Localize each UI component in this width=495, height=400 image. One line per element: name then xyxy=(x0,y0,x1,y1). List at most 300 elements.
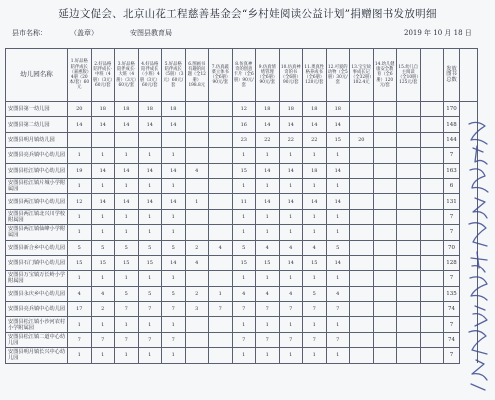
book-count-cell xyxy=(209,163,233,178)
book-count-cell: 7 xyxy=(162,302,186,317)
kindergarten-name: 安图县第一幼儿园 xyxy=(6,102,68,117)
book-count-cell xyxy=(420,194,444,209)
book-count-cell: 1 xyxy=(232,225,256,240)
book-count-cell: 1 xyxy=(91,271,115,286)
book-count-cell xyxy=(350,332,374,347)
header-book-5: 5.好品格陪伴成长（5册）（3元）60元/套 xyxy=(162,49,186,102)
kindergarten-name: 安图县第二幼儿园 xyxy=(6,117,68,132)
kindergarten-name: 安图县明月镇幼儿园 xyxy=(6,132,68,147)
header-signature xyxy=(460,49,478,102)
book-count-cell xyxy=(373,332,397,347)
book-count-cell: 1 xyxy=(68,225,92,240)
book-count-cell: 23 xyxy=(232,132,256,147)
book-count-cell xyxy=(185,225,209,240)
book-count-cell: 4 xyxy=(209,240,233,255)
book-count-cell: 14 xyxy=(162,163,186,178)
book-count-cell: 1 xyxy=(68,317,92,332)
book-count-cell: 1 xyxy=(115,148,139,163)
book-count-cell: 1 xyxy=(91,148,115,163)
book-count-cell xyxy=(185,271,209,286)
table-row xyxy=(6,332,478,347)
book-count-cell: 14 xyxy=(138,117,162,132)
book-count-cell xyxy=(373,225,397,240)
book-count-cell: 1 xyxy=(138,148,162,163)
book-count-cell: 14 xyxy=(279,255,303,270)
book-count-cell: 15 xyxy=(91,255,115,270)
book-count-cell: 22 xyxy=(279,132,303,147)
total-cell: 74 xyxy=(444,302,460,317)
book-count-cell xyxy=(68,132,92,147)
book-count-cell: 4 xyxy=(256,286,280,301)
book-count-cell: 7 xyxy=(68,332,92,347)
book-count-cell xyxy=(350,302,374,317)
book-count-cell xyxy=(373,148,397,163)
book-count-cell: 14 xyxy=(326,117,350,132)
header-book-11: 11.奥真性格养成书（全6册）120元/套 xyxy=(303,49,327,102)
book-count-cell: 7 xyxy=(279,332,303,347)
book-count-cell: 1 xyxy=(256,348,280,363)
book-count-cell: 1 xyxy=(162,209,186,224)
book-count-cell: 15 xyxy=(138,255,162,270)
book-count-cell xyxy=(350,178,374,193)
table-row xyxy=(6,209,478,224)
book-count-cell: 22 xyxy=(303,132,327,147)
book-count-cell: 7 xyxy=(303,302,327,317)
book-count-cell: 1 xyxy=(162,148,186,163)
book-count-cell xyxy=(209,255,233,270)
book-count-cell xyxy=(420,240,444,255)
book-count-cell: 1 xyxy=(115,225,139,240)
book-count-cell: 7 xyxy=(326,302,350,317)
book-count-cell: 1 xyxy=(326,317,350,332)
book-count-cell: 14 xyxy=(279,194,303,209)
book-count-cell: 1 xyxy=(303,148,327,163)
book-count-cell: 1 xyxy=(256,317,280,332)
book-count-cell xyxy=(373,178,397,193)
total-cell: 163 xyxy=(444,163,460,178)
book-count-cell xyxy=(397,332,421,347)
book-count-cell: 5 xyxy=(162,286,186,301)
book-count-cell xyxy=(185,148,209,163)
total-cell: 7 xyxy=(444,317,460,332)
book-count-cell: 22 xyxy=(256,132,280,147)
book-count-cell xyxy=(397,286,421,301)
book-count-cell xyxy=(420,255,444,270)
book-count-cell xyxy=(397,132,421,147)
book-count-cell: 1 xyxy=(162,348,186,363)
book-count-cell: 15 xyxy=(232,163,256,178)
book-count-cell xyxy=(420,148,444,163)
book-count-cell: 15 xyxy=(256,255,280,270)
book-count-cell xyxy=(373,117,397,132)
book-count-cell xyxy=(420,163,444,178)
book-count-cell xyxy=(350,240,374,255)
book-count-cell: 15 xyxy=(303,255,327,270)
book-count-cell: 1 xyxy=(162,178,186,193)
book-count-cell: 1 xyxy=(279,348,303,363)
book-count-cell: 5 xyxy=(162,240,186,255)
book-count-cell: 5 xyxy=(326,240,350,255)
book-count-cell xyxy=(420,102,444,117)
book-count-cell: 14 xyxy=(326,163,350,178)
book-count-cell xyxy=(209,117,233,132)
book-count-cell: 14 xyxy=(256,194,280,209)
book-count-cell: 1 xyxy=(115,348,139,363)
book-count-cell: 7 xyxy=(209,302,233,317)
book-count-cell xyxy=(350,148,374,163)
book-count-cell xyxy=(209,332,233,347)
kindergarten-name: 安图县亮兵镇中心幼儿园 xyxy=(6,302,68,317)
issuer-name: 安图县教育局 xyxy=(130,29,172,37)
book-count-cell: 14 xyxy=(303,194,327,209)
table-row xyxy=(6,271,478,286)
book-count-cell xyxy=(420,286,444,301)
county-seal-placeholder: （盖章） xyxy=(70,29,98,37)
header-book-4: 4.好品格陪伴成长（小班）4册（3元）60元/套 xyxy=(138,49,162,102)
table-row xyxy=(6,286,478,301)
book-count-cell: 1 xyxy=(279,225,303,240)
book-count-cell: 14 xyxy=(162,117,186,132)
total-cell: 7 xyxy=(444,148,460,163)
book-count-cell: 1 xyxy=(256,209,280,224)
book-count-cell: 2 xyxy=(185,286,209,301)
document-title: 延边文促会、北京山花工程慈善基金会“乡村娃阅读公益计划”捐赠图书发放明细 xyxy=(58,8,437,20)
book-count-cell: 11 xyxy=(232,194,256,209)
book-count-cell: 12 xyxy=(232,102,256,117)
book-count-cell: 1 xyxy=(279,317,303,332)
book-count-cell xyxy=(397,302,421,317)
book-count-cell: 5 xyxy=(303,286,327,301)
table-row xyxy=(6,240,478,255)
book-count-cell: 4 xyxy=(279,240,303,255)
book-count-cell xyxy=(420,271,444,286)
book-count-cell: 7 xyxy=(256,332,280,347)
book-count-cell: 7 xyxy=(115,332,139,347)
book-count-cell: 1 xyxy=(232,148,256,163)
book-count-cell: 1 xyxy=(68,148,92,163)
book-count-cell: 4 xyxy=(91,286,115,301)
book-count-cell xyxy=(420,178,444,193)
header-total: 发放图书总数 xyxy=(444,49,460,102)
kindergarten-name: 安图县亮兵镇中心幼儿园 xyxy=(6,148,68,163)
book-count-cell xyxy=(373,255,397,270)
book-count-cell: 1 xyxy=(162,317,186,332)
table-row xyxy=(6,148,478,163)
table-row xyxy=(6,163,478,178)
book-count-cell xyxy=(397,255,421,270)
book-count-cell: 1 xyxy=(185,194,209,209)
book-count-cell: 1 xyxy=(303,209,327,224)
header-book-10: 10.仿真神奇的书（全6册）90元/套 xyxy=(279,49,303,102)
book-count-cell: 1 xyxy=(232,317,256,332)
total-cell: 74 xyxy=(444,332,460,347)
kindergarten-name: 安图县石门镇中心幼儿园 xyxy=(6,255,68,270)
county-label: 县市名称： xyxy=(12,29,47,37)
book-count-cell: 1 xyxy=(303,317,327,332)
table-row xyxy=(6,178,478,193)
kindergarten-name: 安图县明月镇长兴中心幼儿园 xyxy=(6,348,68,363)
book-count-cell xyxy=(373,317,397,332)
header-book-2: 2.好品格陪伴成长·中班（4册）（3元）60元/套 xyxy=(91,49,115,102)
distribution-table xyxy=(5,48,478,364)
book-count-cell: 7 xyxy=(303,332,327,347)
book-count-cell: 15 xyxy=(115,255,139,270)
book-count-cell: 3 xyxy=(185,302,209,317)
book-count-cell xyxy=(138,132,162,147)
book-count-cell xyxy=(397,178,421,193)
book-count-cell: 14 xyxy=(303,117,327,132)
book-count-cell xyxy=(209,209,233,224)
book-count-cell: 14 xyxy=(115,194,139,209)
book-count-cell: 18 xyxy=(162,102,186,117)
book-count-cell: 18 xyxy=(303,102,327,117)
book-count-cell: 1 xyxy=(256,271,280,286)
book-count-cell: 16 xyxy=(232,117,256,132)
total-cell: 148 xyxy=(444,117,460,132)
table-row xyxy=(6,255,478,270)
book-count-cell: 1 xyxy=(162,271,186,286)
kindergarten-name: 安图县两江镇中心幼儿园 xyxy=(6,194,68,209)
total-cell: 7 xyxy=(444,348,460,363)
header-book-13: 13.宝宝故事成长记（全32册）102.4元 xyxy=(350,49,374,102)
header-kindergarten-name: 幼儿园名称 xyxy=(6,49,68,102)
book-count-cell: 4 xyxy=(326,286,350,301)
handwritten-signature xyxy=(463,118,493,398)
book-count-cell: 1 xyxy=(138,271,162,286)
document-meta xyxy=(12,28,482,40)
kindergarten-name: 安图县万宝镇万长岭小学附属园 xyxy=(6,271,68,286)
book-count-cell xyxy=(209,148,233,163)
book-count-cell: 14 xyxy=(115,117,139,132)
book-count-cell: 1 xyxy=(256,225,280,240)
book-count-cell: 7 xyxy=(256,302,280,317)
book-count-cell xyxy=(350,194,374,209)
book-count-cell: 14 xyxy=(279,163,303,178)
book-count-cell: 1 xyxy=(91,348,115,363)
book-count-cell: 1 xyxy=(91,178,115,193)
book-count-cell: 4 xyxy=(185,163,209,178)
book-count-cell: 19 xyxy=(68,163,92,178)
header-book-7: 7.仿真蔬菜立体书（全6册）90元/套 xyxy=(209,49,233,102)
signature-cell xyxy=(460,102,478,117)
kindergarten-name: 安图县新合乡中心幼儿园 xyxy=(6,240,68,255)
book-count-cell: 5 xyxy=(115,240,139,255)
book-count-cell xyxy=(373,194,397,209)
book-count-cell xyxy=(185,332,209,347)
table-row xyxy=(6,317,478,332)
kindergarten-name: 安图县两江镇仙峰小学附属园 xyxy=(6,225,68,240)
book-count-cell: 7 xyxy=(115,302,139,317)
table-row xyxy=(6,132,478,147)
book-count-cell: 4 xyxy=(303,240,327,255)
total-cell: 135 xyxy=(444,286,460,301)
book-count-cell: 7 xyxy=(138,302,162,317)
book-count-cell: 14 xyxy=(91,117,115,132)
book-count-cell xyxy=(420,225,444,240)
book-count-cell xyxy=(350,317,374,332)
book-count-cell xyxy=(397,225,421,240)
book-count-cell: 18 xyxy=(279,102,303,117)
book-count-cell xyxy=(373,271,397,286)
book-count-cell xyxy=(373,302,397,317)
table-header-row xyxy=(6,49,478,102)
book-count-cell: 12 xyxy=(68,194,92,209)
book-count-cell: 17 xyxy=(68,302,92,317)
header-book-15: 15.幼儿自主阅读（全10册）125元/套 xyxy=(397,49,421,102)
book-count-cell xyxy=(420,117,444,132)
book-count-cell xyxy=(209,225,233,240)
book-count-cell: 1 xyxy=(303,348,327,363)
book-count-cell xyxy=(209,102,233,117)
book-count-cell: 1 xyxy=(138,348,162,363)
header-book-3: 3.好品格陪伴成长·大班（4册）（3元）60元/套 xyxy=(115,49,139,102)
book-count-cell: 1 xyxy=(232,271,256,286)
book-count-cell: 7 xyxy=(232,332,256,347)
book-count-cell xyxy=(373,286,397,301)
header-blank xyxy=(420,49,444,102)
book-count-cell xyxy=(209,317,233,332)
book-count-cell: 1 xyxy=(91,225,115,240)
kindergarten-name: 安图县松江镇片城小学附属园 xyxy=(6,178,68,193)
book-count-cell: 7 xyxy=(279,302,303,317)
book-count-cell: 1 xyxy=(279,148,303,163)
kindergarten-name: 安图县松江镇小沙河农村小学附属园 xyxy=(6,317,68,332)
book-count-cell xyxy=(397,240,421,255)
total-cell: 7 xyxy=(444,271,460,286)
book-count-cell: 18 xyxy=(91,102,115,117)
kindergarten-name: 安图县永庆乡中心幼儿园 xyxy=(6,286,68,301)
total-cell: 170 xyxy=(444,102,460,117)
book-count-cell xyxy=(209,132,233,147)
table-row xyxy=(6,102,478,117)
book-count-cell: 1 xyxy=(232,209,256,224)
book-count-cell: 4 xyxy=(185,255,209,270)
book-count-cell: 18 xyxy=(138,102,162,117)
book-count-cell: 14 xyxy=(256,163,280,178)
book-count-cell: 1 xyxy=(326,271,350,286)
book-count-cell: 1 xyxy=(256,148,280,163)
table-row xyxy=(6,194,478,209)
book-count-cell: 20 xyxy=(68,102,92,117)
total-cell: 6 xyxy=(444,178,460,193)
book-count-cell: 1 xyxy=(138,178,162,193)
book-count-cell xyxy=(397,102,421,117)
book-count-cell: 1 xyxy=(232,348,256,363)
book-count-cell xyxy=(373,348,397,363)
book-count-cell xyxy=(209,271,233,286)
book-count-cell: 5 xyxy=(91,240,115,255)
book-count-cell xyxy=(420,317,444,332)
book-count-cell xyxy=(185,348,209,363)
book-count-cell: 1 xyxy=(303,225,327,240)
book-count-cell xyxy=(350,102,374,117)
kindergarten-name: 安图县两江镇北兴川学校附属园 xyxy=(6,209,68,224)
book-count-cell: 18 xyxy=(115,102,139,117)
header-book-12: 12.可爱的动物（全5册）30元/套 xyxy=(326,49,350,102)
book-count-cell: 1 xyxy=(138,225,162,240)
book-count-cell: 1 xyxy=(138,317,162,332)
book-count-cell: 14 xyxy=(326,255,350,270)
book-count-cell xyxy=(373,102,397,117)
book-count-cell: 1 xyxy=(115,317,139,332)
book-count-cell xyxy=(397,271,421,286)
book-count-cell: 4 xyxy=(256,240,280,255)
book-count-cell xyxy=(350,225,374,240)
book-count-cell: 18 xyxy=(256,102,280,117)
book-count-cell: 20 xyxy=(350,132,374,147)
book-count-cell: 1 xyxy=(91,317,115,332)
book-count-cell: 1 xyxy=(68,271,92,286)
book-count-cell: 1 xyxy=(303,178,327,193)
book-count-cell: 1 xyxy=(115,178,139,193)
book-count-cell xyxy=(397,317,421,332)
book-count-cell: 14 xyxy=(256,117,280,132)
book-count-cell: 1 xyxy=(279,209,303,224)
book-count-cell xyxy=(350,117,374,132)
book-count-cell: 1 xyxy=(68,348,92,363)
book-count-cell: 1 xyxy=(68,178,92,193)
book-count-cell xyxy=(185,178,209,193)
table-body xyxy=(6,102,478,364)
book-count-cell: 1 xyxy=(138,209,162,224)
book-count-cell: 1 xyxy=(326,178,350,193)
book-count-cell xyxy=(185,209,209,224)
book-count-cell: 7 xyxy=(138,332,162,347)
book-count-cell: 1 xyxy=(326,209,350,224)
book-count-cell xyxy=(420,209,444,224)
book-count-cell: 1 xyxy=(232,178,256,193)
book-count-cell: 18 xyxy=(326,102,350,117)
book-count-cell: 15 xyxy=(232,255,256,270)
book-count-cell xyxy=(350,286,374,301)
book-count-cell: 14 xyxy=(91,163,115,178)
kindergarten-name: 安图县松江镇二道中心幼儿园 xyxy=(6,332,68,347)
book-count-cell: 18 xyxy=(303,163,327,178)
book-count-cell xyxy=(209,178,233,193)
book-count-cell: 1 xyxy=(68,209,92,224)
book-count-cell xyxy=(350,255,374,270)
book-count-cell: 5 xyxy=(115,286,139,301)
book-count-cell xyxy=(373,240,397,255)
total-cell: 144 xyxy=(444,132,460,147)
header-book-8: 8.仿真神奇的创意卡片（全6册）90元/套 xyxy=(232,49,256,102)
book-count-cell: 14 xyxy=(326,194,350,209)
table-row xyxy=(6,348,478,363)
book-count-cell: 1 xyxy=(326,348,350,363)
total-cell: 128 xyxy=(444,255,460,270)
book-count-cell: 1 xyxy=(326,148,350,163)
book-count-cell xyxy=(185,102,209,117)
book-count-cell xyxy=(185,117,209,132)
document-date: 2019 年 10 月 18 日 xyxy=(404,29,472,37)
book-count-cell: 1 xyxy=(303,271,327,286)
book-count-cell xyxy=(162,132,186,147)
book-count-cell: 7 xyxy=(91,332,115,347)
book-count-cell xyxy=(185,132,209,147)
book-count-cell xyxy=(397,148,421,163)
book-count-cell: 5 xyxy=(232,240,256,255)
book-count-cell: 14 xyxy=(115,163,139,178)
book-count-cell: 4 xyxy=(279,286,303,301)
total-cell: 70 xyxy=(444,240,460,255)
book-count-cell xyxy=(397,117,421,132)
book-count-cell: 14 xyxy=(68,117,92,132)
book-count-cell: 1 xyxy=(326,225,350,240)
book-count-cell: 1 xyxy=(115,271,139,286)
book-count-cell: 15 xyxy=(326,132,350,147)
book-count-cell xyxy=(420,332,444,347)
book-count-cell xyxy=(350,271,374,286)
